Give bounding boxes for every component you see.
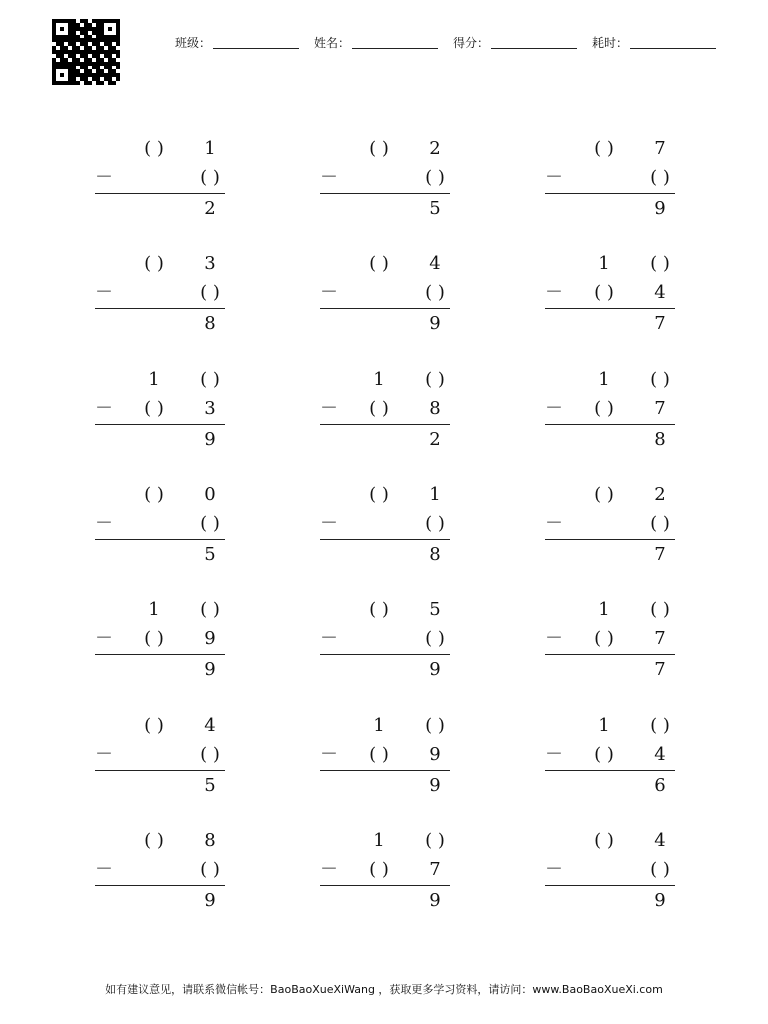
answer-rule — [545, 539, 675, 540]
class-label: 班级： — [175, 36, 212, 50]
ones-subtrahend[interactable]: 4 — [654, 744, 666, 765]
minus-sign: － — [95, 513, 113, 534]
ones-subtrahend[interactable]: ( ) — [425, 513, 445, 534]
ones-subtrahend[interactable]: 9 — [429, 744, 441, 765]
tens-subtrahend[interactable]: ( ) — [594, 282, 614, 303]
answer-value: 9 — [654, 890, 666, 911]
tens-top[interactable]: ( ) — [144, 253, 164, 274]
answer-value: 7 — [654, 659, 666, 680]
subtraction-problem — [320, 484, 450, 574]
ones-top[interactable]: 0 — [204, 484, 216, 505]
ones-top[interactable]: ( ) — [650, 599, 670, 620]
answer-rule — [95, 539, 225, 540]
minus-sign: － — [545, 744, 563, 765]
minus-sign: － — [545, 398, 563, 419]
ones-top[interactable]: 4 — [654, 830, 666, 851]
ones-subtrahend[interactable]: 7 — [429, 859, 441, 880]
ones-top[interactable]: ( ) — [200, 599, 220, 620]
subtraction-problem — [320, 830, 450, 920]
answer-rule — [95, 654, 225, 655]
tens-top[interactable]: ( ) — [594, 830, 614, 851]
answer-rule — [545, 770, 675, 771]
minus-sign: － — [545, 859, 563, 880]
answer-value: 9 — [204, 659, 216, 680]
subtraction-problem — [320, 369, 450, 459]
ones-top[interactable]: 3 — [204, 253, 216, 274]
minus-sign: － — [320, 628, 338, 649]
tens-top[interactable]: ( ) — [369, 138, 389, 159]
tens-subtrahend[interactable]: ( ) — [369, 859, 389, 880]
ones-top[interactable]: 1 — [204, 138, 216, 159]
minus-sign: － — [95, 167, 113, 188]
answer-rule — [95, 424, 225, 425]
ones-subtrahend[interactable]: 7 — [654, 398, 666, 419]
time-blank[interactable] — [630, 36, 716, 49]
answer-value: 9 — [429, 890, 441, 911]
minus-sign: － — [545, 282, 563, 303]
answer-value: 7 — [654, 313, 666, 334]
tens-subtrahend[interactable]: ( ) — [144, 398, 164, 419]
minus-sign: － — [545, 513, 563, 534]
answer-rule — [320, 539, 450, 540]
answer-value: 7 — [654, 544, 666, 565]
tens-top[interactable]: ( ) — [144, 138, 164, 159]
tens-subtrahend[interactable]: ( ) — [369, 744, 389, 765]
class-field — [175, 34, 299, 51]
answer-rule — [320, 770, 450, 771]
answer-rule — [320, 424, 450, 425]
tens-top[interactable]: ( ) — [594, 484, 614, 505]
minus-sign: － — [320, 282, 338, 303]
tens-top[interactable]: ( ) — [369, 599, 389, 620]
answer-value: 9 — [204, 429, 216, 450]
answer-rule — [545, 654, 675, 655]
ones-top[interactable]: 5 — [429, 599, 441, 620]
ones-top[interactable]: ( ) — [200, 369, 220, 390]
tens-top[interactable]: 1 — [148, 599, 160, 620]
minus-sign: － — [320, 513, 338, 534]
answer-value: 6 — [654, 775, 666, 796]
ones-top[interactable]: 2 — [654, 484, 666, 505]
ones-subtrahend[interactable]: ( ) — [200, 513, 220, 534]
ones-subtrahend[interactable]: 3 — [204, 398, 216, 419]
tens-subtrahend[interactable]: ( ) — [594, 398, 614, 419]
tens-top[interactable]: 1 — [373, 369, 385, 390]
answer-value: 2 — [429, 429, 441, 450]
ones-top[interactable]: 4 — [429, 253, 441, 274]
minus-sign: － — [320, 398, 338, 419]
tens-top[interactable]: ( ) — [144, 830, 164, 851]
answer-value: 8 — [429, 544, 441, 565]
answer-value: 8 — [204, 313, 216, 334]
subtraction-problem — [320, 599, 450, 689]
tens-top[interactable]: ( ) — [594, 138, 614, 159]
tens-top[interactable]: 1 — [373, 830, 385, 851]
answer-rule — [545, 308, 675, 309]
tens-top[interactable]: ( ) — [144, 715, 164, 736]
answer-value: 9 — [654, 198, 666, 219]
subtraction-problem — [95, 369, 225, 459]
ones-top[interactable]: 1 — [429, 484, 441, 505]
tens-subtrahend[interactable]: ( ) — [594, 628, 614, 649]
ones-subtrahend[interactable]: 8 — [429, 398, 441, 419]
tens-top[interactable]: 1 — [598, 599, 610, 620]
answer-rule — [95, 308, 225, 309]
subtraction-problem — [95, 484, 225, 574]
ones-top[interactable]: ( ) — [650, 253, 670, 274]
time-field — [592, 34, 716, 51]
minus-sign: － — [95, 282, 113, 303]
ones-top[interactable]: ( ) — [425, 369, 445, 390]
answer-value: 2 — [204, 198, 216, 219]
tens-subtrahend[interactable]: ( ) — [369, 398, 389, 419]
tens-top[interactable]: 1 — [598, 715, 610, 736]
answer-rule — [320, 193, 450, 194]
ones-top[interactable]: 2 — [429, 138, 441, 159]
score-label: 得分： — [453, 36, 490, 50]
answer-rule — [545, 424, 675, 425]
minus-sign: － — [545, 628, 563, 649]
name-blank[interactable] — [352, 36, 438, 49]
subtraction-problem — [95, 830, 225, 920]
subtraction-problem — [320, 138, 450, 228]
subtraction-problem — [545, 830, 675, 920]
subtraction-problem — [95, 253, 225, 343]
ones-top[interactable]: ( ) — [650, 369, 670, 390]
answer-value: 5 — [204, 544, 216, 565]
answer-value: 9 — [204, 890, 216, 911]
ones-top[interactable]: ( ) — [425, 830, 445, 851]
score-field — [453, 34, 577, 51]
minus-sign: － — [320, 744, 338, 765]
ones-subtrahend[interactable]: 7 — [654, 628, 666, 649]
ones-subtrahend[interactable]: ( ) — [650, 167, 670, 188]
ones-subtrahend[interactable]: ( ) — [650, 859, 670, 880]
ones-subtrahend[interactable]: ( ) — [425, 167, 445, 188]
subtraction-problem — [95, 599, 225, 689]
answer-rule — [95, 770, 225, 771]
answer-rule — [320, 654, 450, 655]
answer-value: 9 — [429, 659, 441, 680]
answer-value: 8 — [654, 429, 666, 450]
name-label: 姓名： — [314, 36, 351, 50]
tens-top[interactable]: ( ) — [144, 484, 164, 505]
answer-value: 5 — [204, 775, 216, 796]
tens-top[interactable]: 1 — [148, 369, 160, 390]
minus-sign: － — [95, 398, 113, 419]
answer-rule — [545, 193, 675, 194]
qr-code — [52, 19, 120, 85]
tens-top[interactable]: ( ) — [369, 484, 389, 505]
subtraction-problem — [545, 138, 675, 228]
time-label: 耗时： — [592, 36, 629, 50]
tens-top[interactable]: 1 — [598, 253, 610, 274]
subtraction-problem — [320, 253, 450, 343]
ones-subtrahend[interactable]: ( ) — [200, 859, 220, 880]
class-blank[interactable] — [213, 36, 299, 49]
ones-top[interactable]: 7 — [654, 138, 666, 159]
tens-top[interactable]: 1 — [373, 715, 385, 736]
score-blank[interactable] — [491, 36, 577, 49]
ones-top[interactable]: ( ) — [425, 715, 445, 736]
answer-rule — [95, 885, 225, 886]
subtraction-problem — [545, 484, 675, 574]
subtraction-problem — [545, 369, 675, 459]
ones-top[interactable]: ( ) — [650, 715, 670, 736]
name-field — [314, 34, 438, 51]
ones-subtrahend[interactable]: 4 — [654, 282, 666, 303]
subtraction-problem — [95, 138, 225, 228]
answer-value: 5 — [429, 198, 441, 219]
subtraction-problem — [545, 253, 675, 343]
minus-sign: － — [95, 744, 113, 765]
ones-subtrahend[interactable]: ( ) — [425, 628, 445, 649]
minus-sign: － — [320, 167, 338, 188]
ones-subtrahend[interactable]: ( ) — [200, 744, 220, 765]
subtraction-problem — [545, 715, 675, 805]
subtraction-problem — [320, 715, 450, 805]
minus-sign: － — [95, 859, 113, 880]
tens-top[interactable]: ( ) — [369, 253, 389, 274]
tens-subtrahend[interactable]: ( ) — [594, 744, 614, 765]
ones-subtrahend[interactable]: ( ) — [425, 282, 445, 303]
minus-sign: － — [320, 859, 338, 880]
worksheet-header — [175, 34, 735, 54]
ones-subtrahend[interactable]: ( ) — [200, 167, 220, 188]
answer-value: 9 — [429, 775, 441, 796]
answer-rule — [545, 885, 675, 886]
answer-rule — [320, 308, 450, 309]
subtraction-problem — [95, 715, 225, 805]
ones-top[interactable]: 4 — [204, 715, 216, 736]
answer-rule — [95, 193, 225, 194]
answer-value: 9 — [429, 313, 441, 334]
tens-top[interactable]: 1 — [598, 369, 610, 390]
minus-sign: － — [95, 628, 113, 649]
minus-sign: － — [545, 167, 563, 188]
ones-top[interactable]: 8 — [204, 830, 216, 851]
answer-rule — [320, 885, 450, 886]
ones-subtrahend[interactable]: ( ) — [650, 513, 670, 534]
ones-subtrahend[interactable]: 9 — [204, 628, 216, 649]
ones-subtrahend[interactable]: ( ) — [200, 282, 220, 303]
footer-note: 如有建议意见，请联系微信帐号：BaoBaoXueXiWang ，获取更多学习资料，请访问：www.BaoBaoXueXi.com — [105, 983, 663, 996]
subtraction-problem — [545, 599, 675, 689]
tens-subtrahend[interactable]: ( ) — [144, 628, 164, 649]
